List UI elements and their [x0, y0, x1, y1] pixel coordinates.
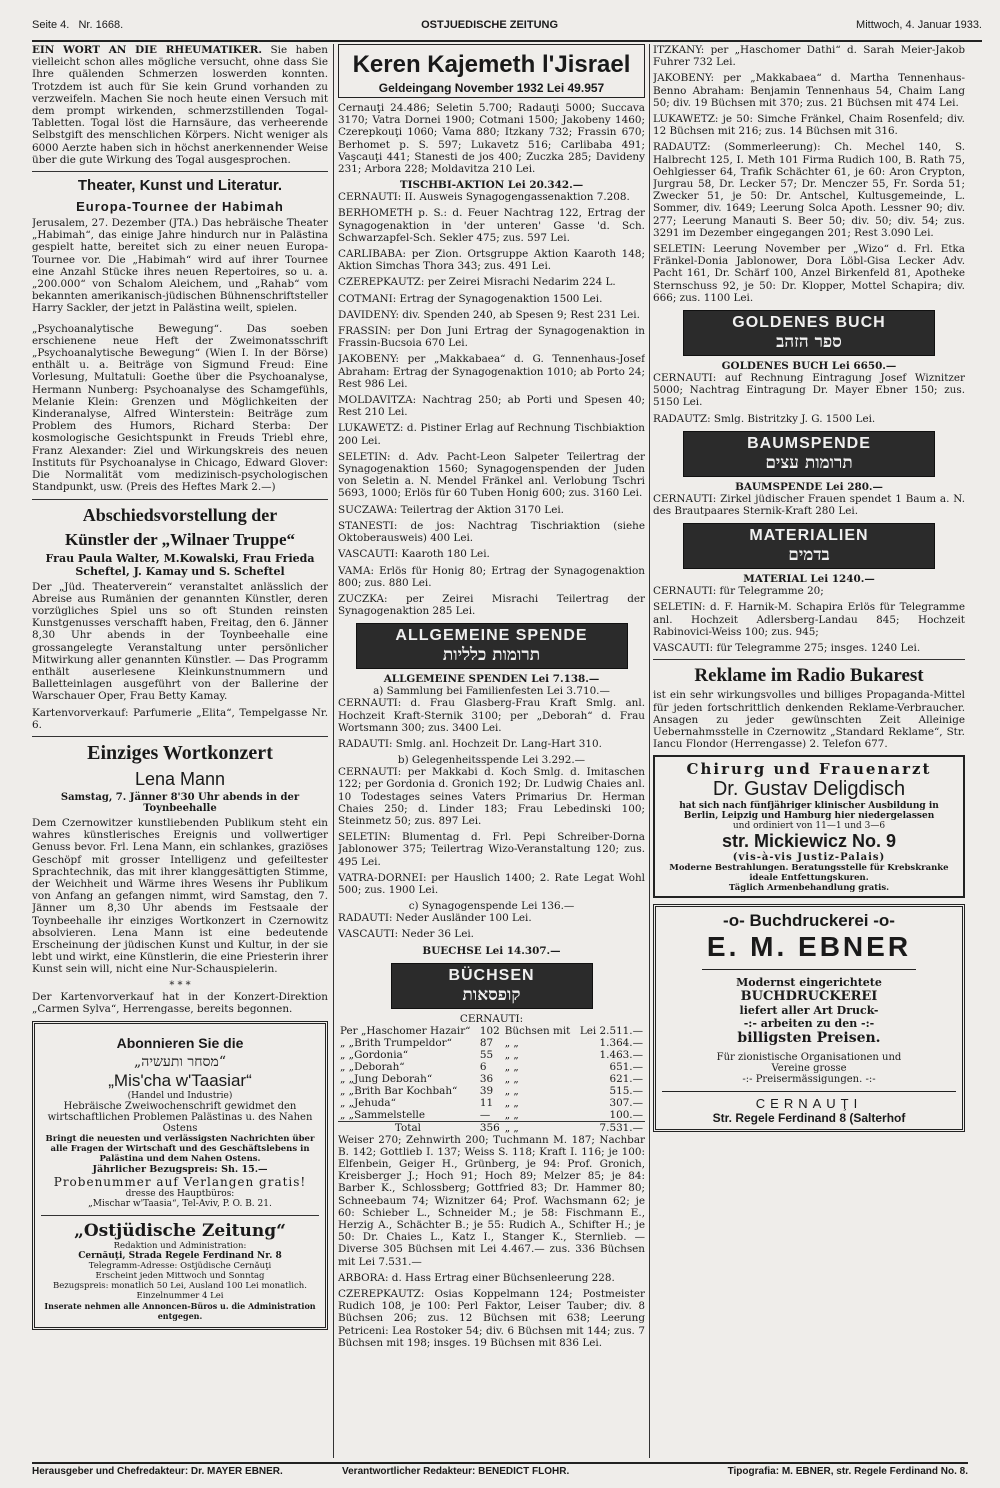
- page-header: [32, 10, 982, 42]
- list-item: COTMANI: Ertrag der Synagogenaktion 1500 Lei.: [338, 292, 603, 305]
- buechsen-continued-list: [653, 44, 965, 304]
- gb-banner-hebrew: ספר הזהב: [776, 332, 842, 353]
- table-row: [338, 1037, 645, 1049]
- wortkonzert-name: Lena Mann: [134, 768, 226, 789]
- doctor-text-1: hat sich nach fünfjähriger klinischer Ausbildung in Berlin, Leipzig und Hamburg hier niedergelassen: [679, 801, 939, 822]
- list-item: LUKAWETZ: d. Pistiner Erlag auf Rechnung Tischbiaktion 200 Lei.: [338, 422, 645, 447]
- table-cell-n: 87: [479, 1036, 494, 1049]
- abschied-sub-1: Frau Paula Walter, M.Kowalski, Frau Frieda: [45, 551, 315, 565]
- column-left: [32, 44, 328, 1458]
- printer-name: E. M. EBNER: [706, 931, 912, 963]
- table-total-row: [338, 1121, 645, 1134]
- habimah-text: Jerusalem, 27. Dezember (JTA.) Das hebräische Theater „Habimah“, das einige Jahre hindurch nur in Palästina gespielt hatte, bereitet sich zu einer neuen Europa-Tournee vor. Die „Habimah“ wird auf ihrer Tournee eine Anzahl Stücke ihres neuen Repertoires, so u. a. „200.000“ von Schalom Aleichem, und „Rahab“ vom bekannten amerikanisch-jüdischen Bühnenschriftsteller Harry Sackler, der jetzt in Palästina weilt, spielen.: [32, 217, 328, 315]
- list-item: STANESTI: de jos: Nachtrag Tischriaktion (siehe Oktoberausweis) 400 Lei.: [338, 519, 645, 545]
- doctor-name: Dr. Gustav Deligdisch: [712, 778, 906, 801]
- abo-heading: Abonnieren Sie die: [116, 1034, 244, 1051]
- abo-title: „Mis'cha w'Taasiar“: [108, 1070, 252, 1090]
- table-cell-lei: Lei 2.511.—: [579, 1024, 643, 1037]
- wortkonzert-text: Dem Czernowitzer kunstliebenden Publikum steht ein wahres künstlerisches Ereignis und vollwertiger Genuss bevor. Frl. Lena Mann, ein schlankes, graziöses Geschöpf mit grosser Intelligenz und gefeiltester Sprachtechnik, das mit ihrer klanggesättigten Stimme, der Weichheit und Wärme ihres Wesens ihr Publikum von Anfang an gefangen nimmt, wird Samstag, den 7. Jänner um 8,30 Uhr abends im Festsaale der Toynbeehalle ihr einziges Wortkonzert in Czernowitz absolvieren. Lena Mann ist eine bedeutende Erscheinung der jüdischen Kunst und Kultur, in der sie lebt und wirkt, eine Künstlerin, die eine Priesterin ihrer Kunst sein will, nicht eine Nur-Schauspielerin.: [32, 816, 328, 976]
- list-item: MOLDAVITZA: Nachtrag 250; ab Porti und Spesen 40; Rest 210 Lei.: [338, 394, 645, 419]
- list-item: RADAUTI: Neder Ausländer 100 Lei.: [338, 912, 532, 925]
- list-item: CERNAUTI: Zirkel jüdischer Frauen spendet 1 Baum a. N. des Brautpaares Sternik-Kraft 280 Lei.: [653, 492, 965, 518]
- printer-text-6: Für zionistische Organisationen und Vereine grosse: [716, 1052, 902, 1075]
- buechsen-table: [338, 1025, 645, 1134]
- table-cell-unit: Büchsen mit: [504, 1024, 571, 1037]
- radio-heading: Reklame im Radio Bukarest: [694, 665, 924, 687]
- buechsen-banner-title: BÜCHSEN: [448, 966, 535, 984]
- total-lei: 7.531.—: [599, 1121, 643, 1134]
- abo-ad: [32, 1021, 328, 1330]
- buechsen-text: Weiser 270; Zehnwirth 200; Tuchmann M. 187; Nachbar B. 142; Gottlieb I. 137; Weiss S. 118; Kraft I. 116; je 100: Elfenbein, Geiger H., Grünberg, je 94: Prof. Gronich, Kreisberger J.; Hoch 91; Hoch 89; Melzer 85; je 84: Barber K., Schlossberg; Gottfried 83; Dr. Hammer 80; Schneebaum 74; Wiznitzer 64; Prof. Wachsmann 62; je 60: Schieber L., Schneider M.; je 58: Fischmann E., Herzig A., Schächter B.; je 55: Rudich A., Schifter H.; je 50: Dr. Chaies L., Katz I., Stanger K., Sternlieb. — Diverse 305 Büchsen mit Lei 4.467.— zus. 336 Büchsen mit Lei 7.531.—: [338, 1133, 645, 1268]
- table-cell-n: 36: [479, 1072, 494, 1085]
- total-count: 356: [479, 1121, 500, 1134]
- table-cell-n: 102: [479, 1024, 500, 1037]
- allg-c-heading: c) Synagogenspende Lei 136.—: [408, 900, 575, 913]
- wortkonzert-date: Samstag, 7. Jänner 8'30 Uhr abends in der Toynbeehalle: [60, 791, 300, 814]
- list-item: JAKOBENY: per „Makkabaea“ d. Martha Tennenhaus-Benno Abraham: Benjamin Tennenhaus 54, Chaim Lang 50; div. 19 Büchsen mit 370; zus. 21 Büchsen mit 474 Lei.: [653, 72, 965, 109]
- allg-banner: [356, 623, 628, 669]
- list-item: FRASSIN: per Don Juni Ertrag der Synagogenaktion in Frassin-Bucsoia 670 Lei.: [338, 325, 645, 350]
- footer-publisher: Herausgeber und Chefredakteur: Dr. MAYER EBNER.: [32, 1466, 283, 1477]
- abschied-vorverkauf: Kartenvorverkauf: Parfumerie „Elita“, Tempelgasse Nr. 6.: [32, 706, 328, 731]
- list-item: VASCAUTI: Neder 36 Lei.: [338, 928, 474, 941]
- table-cell-lei: 307.—: [609, 1096, 643, 1109]
- table-cell-n: 11: [479, 1096, 494, 1109]
- table-cell-name: „ „Gordonia“: [340, 1048, 409, 1061]
- table-cell-unit: „ „: [504, 1060, 519, 1073]
- oz-telegram: Telegramm-Adresse: Ostjüdische Cernăuţi: [88, 1260, 272, 1271]
- abo-probe: Probenummer auf Verlangen gratis!: [53, 1174, 307, 1189]
- habimah-heading: Europa-Tournee der Habimah: [76, 199, 284, 215]
- list-item: BERHOMETH p. S.: d. Feuer Nachtrag 122, Ertrag der Synagogenaktion in 'der unteren' Gasse 'd. Sch. Schwarzapfel-Sch. Sekler 475; zus. 597 Lei.: [338, 207, 645, 244]
- table-cell-unit: „ „: [504, 1096, 519, 1109]
- list-item: RADAUTZ: (Sommerleerung): Ch. Mechel 140, S. Halbrecht 125, I. Meth 101 Firma Rudich 100, B. Rath 75, Oehlgiesser 64, Trafik Schächter 61, je 60: Aron Crypton, Jurgrau 58, Dr. Lecker 57; Dr. Menczer 55, Fr. Sorda 51; Zwecker 51, je 50: Dr. Antschel, Kultusgemeinde, L. Sommer, div. 1649; Leerung Solca Apoth. Lessner 90; div. 277; Leerung Manauti S. Beer 50; div. 50; div. 54; zus. 3291 im Dezember eingegangen 201; Rest 3.090 Lei.: [653, 141, 965, 239]
- list-item: VATRA-DORNEI: per Hauslich 1400; 2. Rate Legat Wohl 500; zus. 1900 Lei.: [338, 871, 645, 896]
- oz-inserate: Inserate nehmen alle Annoncen-Büros u. die Administration entgegen.: [44, 1300, 316, 1321]
- allg-b-list: [338, 766, 645, 896]
- stars-divider: * * *: [169, 979, 191, 991]
- list-item: ZUCZKA: per Zeirei Misrachi Teilertrag der Synagogenaktion 285 Lei.: [338, 592, 645, 618]
- bs-list: [653, 493, 965, 517]
- radio-text: ist ein sehr wirkungsvolles und billiges Propaganda-Mittel für jeden fortschrittlich denkenden Reklame-Verbraucher. Ansagen zu jeder gewünschten Zeit Alleinige Uebernahmsstelle in Czernowitz „Standard Reklame“, Str. Iancu Flondor (Herrengasse) 2. Telefon 677.: [653, 689, 965, 751]
- abschied-heading-2: Künstler der „Wilnaer Truppe“: [64, 529, 295, 549]
- printer-text-3: liefert aller Art Druck-: [739, 1004, 879, 1018]
- doctor-vis-a-vis: (vis-à-vis Justiz-Palais): [732, 852, 886, 864]
- divider: [32, 499, 328, 500]
- buechsen-banner-hebrew: קופסאות: [462, 984, 521, 1005]
- allg-banner-title: ALLGEMEINE SPENDE: [395, 627, 588, 645]
- list-item: SELETIN: Leerung November per „Wizo“ d. Frl. Etka Fränkel-Donia Jablonower, Dora Löbl-Gisa Lecker Adv. Pacht 161, Dr. Schärf 100, Anzel Birkenfeld 81, Apotheke Sternschuss 92, je 50: Dr. Klopper, Mottel Schapira; div. 666; zus. 1100 Lei.: [653, 243, 965, 304]
- table-row: [338, 1097, 645, 1109]
- printer-text-1: Modernst eingerichtete: [736, 976, 882, 990]
- table-cell-n: 6: [479, 1060, 487, 1073]
- mat-heading: MATERIAL Lei 1240.—: [743, 573, 875, 586]
- table-cell-lei: 1.364.—: [599, 1036, 643, 1049]
- table-cell-name: „ „Jung Deborah“: [340, 1072, 433, 1085]
- table-cell-n: 55: [479, 1048, 494, 1061]
- gb-banner: [683, 310, 935, 356]
- doctor-text-2: und ordiniert von 11—1 und 3—6: [732, 821, 886, 832]
- buechse-total-heading: BUECHSE Lei 14.307.—: [422, 944, 561, 957]
- column-rule: [649, 44, 650, 1458]
- printer-ad: [653, 904, 965, 1132]
- list-item: CERNAUTI: per Makkabi d. Koch Smlg. d. Imitaschen 122; per Gordonia d. Gronich 192; Dr. Ludwig Chaies anl. 10 Todestages seines Vaters Primarius Dr. Herman Chaies 250; d. Linder 183; Frau Lebedinski 100; Steinmetz 50; zus. 897 Lei.: [338, 766, 645, 827]
- oz-erscheint: Erscheint jeden Mittwoch und Sonntag: [95, 1270, 265, 1281]
- divider: [653, 659, 965, 660]
- kk-heading: Keren Kajemeth l'Jisrael: [352, 51, 631, 78]
- wortkonzert-vorverkauf: Der Kartenvorverkauf hat in der Konzert-Direktion „Carmen Sylva“, Herrengasse, bereits begonnen.: [32, 990, 328, 1015]
- table-cell-lei: 651.—: [609, 1060, 643, 1073]
- gb-list: [653, 372, 965, 425]
- table-cell-unit: „ „: [504, 1048, 519, 1061]
- table-cell-name: „ „Brith Trumpeldor“: [340, 1036, 452, 1049]
- table-cell-name: „ „Deborah“: [340, 1060, 405, 1073]
- kk-text: Cernauţi 24.486; Seletin 5.700; Radauţi 5000; Succava 3170; Vatra Dornei 1900; Cotmani 1500; Jakobeny 1460; Czerepkouţi 1060; Vama 880; Itzkany 732; Frassin 670; Berhomet p. S. 597; Lukavetz 516; Carlibaba 491; Vaşcauţi 441; Stanesti de jos 400; Zuczka 285; Davideny 231; Arbora 228; Moldavitza 210 Lei.: [338, 102, 645, 176]
- table-cell-lei: 1.463.—: [599, 1048, 643, 1061]
- table-cell-lei: 621.—: [609, 1072, 643, 1085]
- table-cell-name: „ „Jehuda“: [340, 1096, 396, 1109]
- list-item: DAVIDENY: div. Spenden 240, ab Spesen 9; Rest 231 Lei.: [338, 308, 640, 321]
- mat-banner: [683, 523, 935, 569]
- gb-heading: GOLDENES BUCH Lei 6650.—: [721, 360, 897, 373]
- list-item: VASCAUTI: für Telegramme 275; insges. 1240 Lei.: [653, 642, 921, 655]
- abo-desc-2: Bringt die neuesten und verlässigsten Nachrichten über alle Fragen der Wirtschaft und des Geschäftslebens in Palästina und dem Nahen Ostens.: [45, 1133, 315, 1164]
- oz-title: „Ostjüdische Zeitung“: [74, 1220, 286, 1241]
- divider: [41, 1215, 319, 1216]
- table-row: [338, 1073, 645, 1085]
- list-item: CERNAUTI: für Telegramme 20;: [653, 585, 824, 598]
- column-middle: [338, 44, 645, 1458]
- rheuma-headline: EIN WORT AN DIE RHEUMATIKER.: [32, 44, 263, 56]
- masthead-title: OSTJUEDISCHE ZEITUNG: [421, 19, 559, 31]
- tischbi-heading: TISCHBI-AKTION Lei 20.342.—: [399, 179, 584, 192]
- list-item: VASCAUTI: Kaaroth 180 Lei.: [338, 548, 490, 561]
- page-number: Seite 4. Nr. 1668.: [32, 19, 124, 31]
- list-item: ITZKANY: per „Haschomer Dathi“ d. Sarah Meier-Jakob Fuhrer 732 Lei.: [653, 44, 965, 69]
- printer-text-5: billigsten Preisen.: [737, 1030, 881, 1047]
- table-row: [338, 1109, 645, 1122]
- allg-b-heading: b) Gelegenheitsspende Lei 3.292.—: [397, 754, 586, 767]
- printer-footer: [662, 1091, 956, 1125]
- bs-heading: BAUMSPENDE Lei 280.—: [735, 480, 883, 493]
- table-cell-unit: „ „: [504, 1108, 519, 1121]
- abo-hebrew: „מסחר ותעשיה“: [134, 1053, 226, 1070]
- allg-a-list: [338, 697, 645, 750]
- page-footer: [32, 1462, 968, 1477]
- list-item: LUKAWETZ: je 50: Simche Fränkel, Chaim Rosenfeld; div. 12 Büchsen mit 216; zus. 14 Büchsen mit 316.: [653, 113, 965, 138]
- czerepkautz-entry: CZEREPKAUTZ: Osias Koppelmann 124; Postmeister Rudich 108, je 100: Perl Faktor, Leiser Tauber; div. 8 Büchsen 206; zus. 12 Büchsen mit 638; Leerung Petriceni: Lea Rostoker 54; div. 6 Büchsen mit 144; zus. 7 Büchsen mit 198; insges. 19 Büchsen mit 836 Lei.: [338, 1288, 645, 1349]
- kk-subheading: Geldeingang November 1932 Lei 49.957: [378, 81, 605, 95]
- abo-addr-1: dresse des Hauptbüros:: [125, 1188, 235, 1199]
- table-cell-unit: „ „: [504, 1084, 519, 1097]
- list-item: RADAUTZ: Smlg. Bistritzky J. G. 1500 Lei.: [653, 412, 876, 425]
- abo-desc: Hebräische Zweiwochenschrift gewidmet den wirtschaftlichen Problemen Palästinas u. des Nahen Ostens: [47, 1100, 313, 1134]
- kk-title-box: [338, 44, 645, 98]
- doctor-text-4: Täglich Armenbehandlung gratis.: [728, 883, 890, 894]
- printer-text-2: BUCHDRUCKEREI: [740, 989, 878, 1005]
- list-item: SELETIN: d. F. Harnik-M. Schapira Erlös für Telegramme anl. Hochzeit Adlersberg-Landau 845; Hochzeit Rabinovici-Weiss 100; zus. 945;: [653, 601, 965, 638]
- theater-heading: Theater, Kunst und Literatur.: [77, 177, 283, 195]
- abo-addr-2: „Mischar w'Taasia“, Tel-Aviv, P. O. B. 21.: [88, 1198, 272, 1209]
- table-cell-name: „ „Brith Bar Kochbah“: [340, 1084, 458, 1097]
- list-item: VAMA: Erlös für Honig 80; Ertrag der Synagogenaktion 800; zus. 880 Lei.: [338, 564, 645, 589]
- buechsen-banner: [391, 963, 593, 1009]
- list-item: CARLIBABA: per Zion. Ortsgruppe Aktion Kaaroth 148; Aktion Simchas Thora 343; zus. 491 Lei.: [338, 248, 645, 273]
- printer-city: CERNAUŢI: [755, 1096, 863, 1112]
- list-item: SELETIN: d. Adv. Pacht-Leon Salpeter Teilertrag der Synagogenaktion 1560; Synagogenspenden der Juden von Seletin a. N. Mendel Fränkel anl. Verlobung Tschri 5693, 1000; Erlös für 60 Tuben Honig 600; zus. 3160 Lei.: [338, 450, 645, 500]
- divider: [32, 171, 328, 172]
- table-row: [338, 1061, 645, 1073]
- allg-a-heading: a) Sammlung bei Familienfesten Lei 3.710.—: [373, 685, 610, 698]
- allg-c-list: [338, 912, 645, 940]
- list-item: SUCZAWA: Teilertrag der Aktion 3170 Lei.: [338, 503, 564, 516]
- arbora-entry: ARBORA: d. Hass Ertrag einer Büchsenleerung 228.: [338, 1271, 615, 1284]
- table-cell-unit: „ „: [504, 1036, 519, 1049]
- printer-body: [702, 969, 916, 1085]
- issue-date: Mittwoch, 4. Januar 1933.: [856, 19, 982, 31]
- abschied-heading-1: Abschiedsvorstellung der: [82, 504, 278, 525]
- oz-address: Cernăuţi, Strada Regele Ferdinand Nr. 8: [78, 1250, 282, 1261]
- list-item: SELETIN: Blumentag d. Frl. Pepi Schreiber-Dorna Jablonower 375; Teilertrag Wizo-Veranstaltung 120; zus. 495 Lei.: [338, 831, 645, 868]
- table-cell-lei: 515.—: [609, 1084, 643, 1097]
- table-cell-name: Per „Haschomer Hazair“: [340, 1024, 471, 1037]
- list-item: RADAUTI: Smlg. anl. Hochzeit Dr. Lang-Hart 310.: [338, 737, 602, 750]
- table-row: [338, 1025, 645, 1037]
- tischbi-list: [338, 191, 645, 617]
- doctor-street: str. Mickiewicz No. 9: [721, 831, 897, 852]
- printer-text-4: -:- arbeiten zu den -:-: [743, 1017, 875, 1031]
- total-label: Total: [394, 1121, 421, 1134]
- bs-banner-hebrew: תרומות עצים: [765, 452, 853, 473]
- abo-price: Jährlicher Bezugspreis: Sh. 15.—: [92, 1163, 268, 1175]
- table-cell-unit: „ „: [504, 1072, 519, 1085]
- doctor-text-3: Moderne Bestrahlungen. Beratungsstelle für Krebskranke ideale Entfettungskuren.: [669, 863, 949, 884]
- footer-editor: Verantwortlicher Redakteur: BENEDICT FLOHR.: [342, 1466, 570, 1477]
- printer-heading: -o- Buchdruckerei -o-: [723, 911, 895, 931]
- cernauti-heading: CERNAUTI:: [459, 1012, 524, 1025]
- doctor-title: Chirurg und Frauenarzt: [686, 760, 932, 779]
- doctor-ad: [653, 755, 965, 898]
- table-cell-lei: 100.—: [609, 1108, 643, 1121]
- printer-address: Str. Regele Ferdinand 8 (Salterhof: [712, 1111, 906, 1126]
- column-rule: [333, 44, 334, 1458]
- wortkonzert-heading: Einziges Wortkonzert: [87, 741, 273, 764]
- rheuma-article: EIN WORT AN DIE RHEUMATIKER. Sie haben vielleicht schon alles mögliche versucht, ohne dass Sie Ihre quälenden Schmerzen loswerden konnten. Trotzdem ist auch für Sie kein Grund vorhanden zu verzweifeln. Machen Sie noch heute einen Versuch mit dem prompt wirkenden, schmerzstillenden Togal-Tabletten. Togal löst die Harnsäure, das verheerende Selbstgift des menschlichen Körpers. Nicht weniger als 6000 Aerzte haben sich in höchst anerkennender Weise über die gute Wirkung des Togal ausgesprochen.: [32, 44, 328, 166]
- allg-heading: ALLGEMEINE SPENDEN Lei 7.138.—: [383, 673, 600, 686]
- list-item: CERNAUTI: d. Frau Glasberg-Frau Kraft Smlg. anl. Hochzeit Kraft-Sternik 3100; per „Deborah“ d. Frau Wortsmann 300; zus. 3400 Lei.: [338, 697, 645, 734]
- mat-banner-title: MATERIALIEN: [749, 527, 869, 545]
- table-cell-n: —: [479, 1108, 491, 1121]
- gb-banner-title: GOLDENES BUCH: [732, 314, 886, 332]
- list-item: JAKOBENY: per „Makkabaea“ d. G. Tennenhaus-Josef Abraham: Ertrag der Synagogenaktion 1010; ab Porto 24; Rest 986 Lei.: [338, 353, 645, 390]
- bs-banner: [683, 431, 935, 477]
- abschied-text: Der „Jüd. Theaterverein“ veranstaltet anlässlich der Abreise aus Rumänien der genannten Künstler, deren vorzügliches Spiel uns so oft Stunden reinsten Kunstgenusses verschafft haben, Freitag, den 6. Jänner 8,30 Uhr abends in der Toynbeehalle eine grossangelegte Veranstaltung unter persönlicher Mitwirkung aller genannten Künstler. — Das Programm enthält auserlesene Kleinkunstnummern und Balletteinlagen ausgeführt von der Ballerine der Warschauer Oper, Frau Betty Kamay.: [32, 580, 328, 703]
- printer-text-7: -:- Preisermässigungen. -:-: [742, 1074, 876, 1086]
- list-item: CZEREPKAUTZ: per Zeirei Misrachi Nedarim 224 L.: [338, 276, 616, 289]
- footer-printer: Tipografia: M. EBNER, str. Regele Ferdinand No. 8.: [727, 1466, 968, 1477]
- psycho-text: „Psychoanalytische Bewegung“. Das soeben erschienene neue Heft der Zweimonatsschrift „Psychoanalytische Bewegung“ (Wien I. In der Börse) enthält u. a. Beiträge von Sigmund Freud: Eine Vorlesung, Multatuli: Goethe über die Psychoanalyse, Hermann Nunberg: Psychoanalyse des Schamgefühls, Melanie Klein: Grenzen und Möglichkeiten der Kinderanalyse, Alfred Winterstein: Beiträge zum Problem des Humors, Richard Sterba: Der kosmologische Gesichtspunkt in Freuds Triebl ehre, Franz Alexander: Ziel und Wirkungskreis des neuen Instituts für Psychoanalyse in Chicago, Edward Glover: Die Normalität vom medizinisch-psychologischen Standpunkt, usw. (Preis des Heftes Mark 2.—): [32, 322, 328, 494]
- mat-list: [653, 585, 965, 654]
- list-item: CERNAUTI: II. Ausweis Synagogengassenaktion 7.208.: [338, 191, 630, 204]
- total-unit: „ „: [504, 1121, 519, 1134]
- table-row: [338, 1049, 645, 1061]
- abschied-sub-2: Scheftel, J. Kamay und S. Scheftel: [75, 564, 285, 578]
- mat-banner-hebrew: בדמים: [788, 545, 830, 566]
- table-cell-name: „ „Sammelstelle: [340, 1108, 426, 1121]
- divider: [32, 736, 328, 737]
- oz-redaktion: Redaktion und Administration:: [113, 1240, 247, 1251]
- oz-bezugspreis: Bezugspreis: monatlich 50 Lei, Ausland 100 Lei monatlich. Einzelnummer 4 Lei: [53, 1280, 307, 1301]
- bs-banner-title: BAUMSPENDE: [747, 434, 871, 452]
- table-row: [338, 1085, 645, 1097]
- list-item: CERNAUTI: auf Rechnung Eintragung Josef Wiznitzer 5000; Nachtrag Eintragung Dr. Mayer Ebner 150; zus. 5150 Lei.: [653, 372, 965, 409]
- table-cell-n: 39: [479, 1084, 494, 1097]
- allg-banner-hebrew: תרומות כלליות: [442, 645, 541, 666]
- column-right: [653, 44, 965, 1458]
- abo-subtitle: (Handel und Industrie): [127, 1090, 233, 1101]
